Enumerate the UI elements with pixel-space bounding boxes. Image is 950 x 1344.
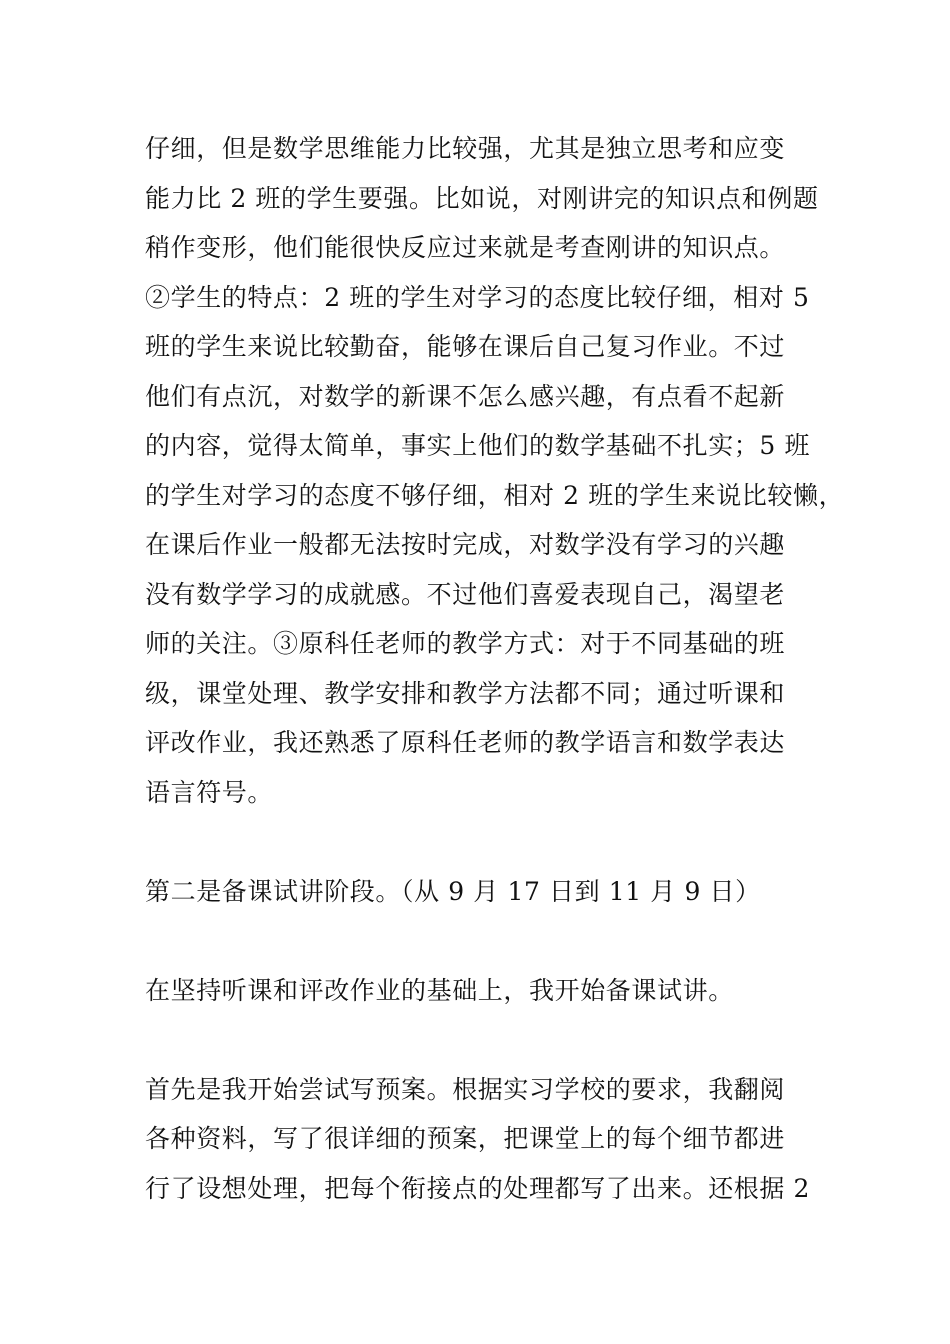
- paragraph-spacer: [145, 1015, 835, 1065]
- text-line: 在坚持听课和评改作业的基础上，我开始备课试讲。: [145, 975, 734, 1005]
- text-line: 的学生对学习的态度不够仔细，相对 2 班的学生来说比较懒，: [145, 480, 845, 510]
- text-line: 班的学生来说比较勤奋，能够在课后自己复习作业。不过: [145, 332, 786, 361]
- text-line: 行了设想处理，把每个衔接点的处理都写了出来。还根据 2: [145, 1173, 811, 1203]
- text-line: 语言符号。: [145, 777, 274, 807]
- text-line: 没有数学学习的成就感。不过他们喜爱表现自己，渴望老: [145, 579, 786, 609]
- paragraph-lesson-plan: [145, 1065, 835, 1214]
- document-body: [145, 124, 845, 1213]
- text-line: 首先是我开始尝试写预案。根据实习学校的要求，我翻阅: [145, 1074, 786, 1104]
- text-line: 级，课堂处理、教学安排和教学方法都不同；通过听课和: [145, 678, 786, 708]
- text-line: 他们有点沉，对数学的新课不怎么感兴趣，有点看不起新: [145, 381, 786, 411]
- text-line: 在课后作业一般都无法按时完成，对数学没有学习的兴趣: [145, 530, 786, 559]
- text-line: ②学生的特点：2 班的学生对学习的态度比较仔细，相对 5: [145, 282, 810, 312]
- text-line: 评改作业，我还熟悉了原科任老师的教学语言和数学表达: [145, 728, 786, 757]
- text-line: 的内容，觉得太简单，事实上他们的数学基础不扎实；5 班: [145, 431, 811, 460]
- paragraph-section-heading: [145, 867, 835, 917]
- text-line: 各种资料，写了很详细的预案，把课堂上的每个细节都进: [145, 1124, 786, 1153]
- paragraph-spacer: [145, 817, 835, 867]
- text-line: 第二是备课试讲阶段。（从 9 月 17 日到 11 月 9 日）: [145, 876, 761, 906]
- text-line: 仔细，但是数学思维能力比较强，尤其是独立思考和应变: [145, 134, 786, 163]
- paragraph-student-analysis: [145, 124, 845, 817]
- text-line: 师的关注。③原科任老师的教学方式：对于不同基础的班: [145, 629, 786, 658]
- paragraph-spacer: [145, 916, 835, 966]
- text-line: 稍作变形，他们能很快反应过来就是考查刚讲的知识点。: [145, 233, 786, 262]
- paragraph-lesson-prep-intro: [145, 966, 835, 1016]
- text-line: 能力比 2 班的学生要强。比如说，对刚讲完的知识点和例题: [145, 183, 819, 213]
